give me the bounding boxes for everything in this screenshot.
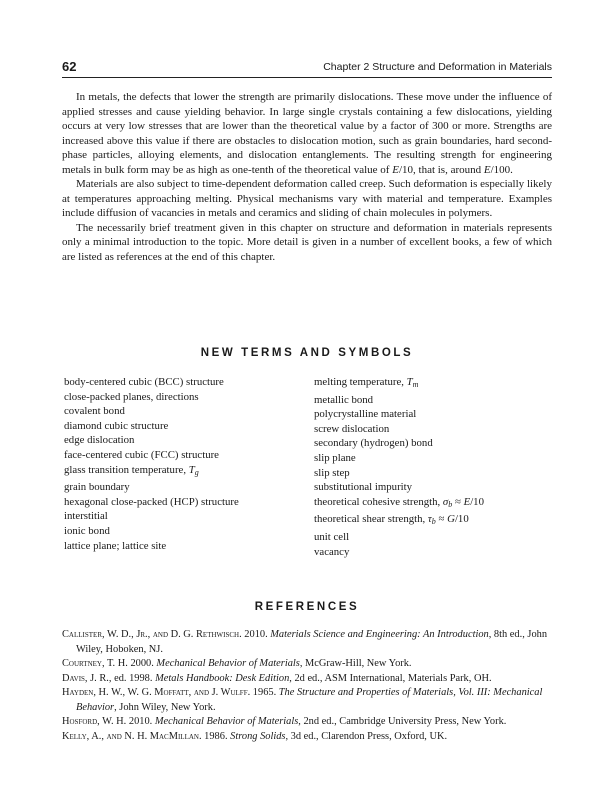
term-item: slip step bbox=[314, 466, 350, 479]
paragraph-1 bbox=[62, 90, 552, 177]
term-item: grain boundary bbox=[64, 481, 130, 494]
term-symbol: σ bbox=[442, 495, 449, 508]
reference-item bbox=[62, 657, 552, 672]
term-relation: ≈ bbox=[435, 513, 448, 526]
term-text: theoretical shear strength, bbox=[314, 513, 428, 526]
paragraph-2: Materials are also subject to time-dependent deformation called creep. Such deformation is especially likely at temperatures approaching melting. Physical mechanisms vary with material and temperature. Examples include diffusion of vacancies in metals and ceramics and sliding of chain molecules in polymers. bbox=[62, 178, 552, 219]
term-symbol: G bbox=[447, 513, 455, 526]
term-tail: /10 bbox=[454, 513, 469, 526]
reference-title: Materials Science and Engineering: An Introduction bbox=[270, 629, 489, 640]
term-item: face-centered cubic (FCC) structure bbox=[64, 448, 219, 461]
reference-authors: Hayden, H. W., W. G. Moffatt, and J. Wulff. bbox=[62, 687, 251, 698]
reference-authors: Callister, W. D., Jr., and D. G. Rethwisch. bbox=[62, 629, 242, 640]
reference-publisher: , 3d ed., Clarendon Press, Oxford, UK. bbox=[285, 730, 448, 742]
term-item: metallic bond bbox=[314, 393, 374, 406]
reference-title: Metals Handbook: Desk Edition bbox=[155, 672, 290, 684]
page-header bbox=[62, 60, 552, 74]
term-text: glass transition temperature, bbox=[64, 463, 189, 476]
term-subscript: g bbox=[194, 467, 199, 477]
term-item: body-centered cubic (BCC) structure bbox=[64, 376, 224, 388]
reference-publisher: , John Wiley, New York. bbox=[114, 701, 216, 713]
term-symbol: E bbox=[463, 495, 471, 508]
reference-authors: Hosford, W. H. bbox=[62, 716, 127, 727]
reference-title: The Structure and Properties of Materials, Vol. III: Mechanical Behavior bbox=[76, 687, 543, 713]
reference-year: 2000. bbox=[127, 658, 157, 669]
term-item: polycrystalline material bbox=[314, 408, 417, 421]
terms-column-left bbox=[64, 375, 304, 553]
reference-authors: Courtney, T. H. bbox=[62, 658, 128, 669]
term-item: diamond cubic structure bbox=[64, 419, 169, 432]
term-text: theoretical cohesive strength, bbox=[314, 495, 443, 508]
term-item: close-packed planes, directions bbox=[64, 390, 199, 403]
reference-item bbox=[62, 672, 552, 687]
reference-title: Mechanical Behavior of Materials bbox=[154, 716, 299, 727]
term-symbol: τ bbox=[427, 513, 432, 526]
reference-year: 1986. bbox=[201, 730, 231, 742]
reference-item bbox=[62, 686, 552, 715]
term-relation: ≈ bbox=[452, 495, 464, 508]
term-symbol: T bbox=[406, 376, 413, 388]
reference-authors: Kelly, A., and N. H. MacMillan. bbox=[62, 730, 202, 742]
term-subscript: b bbox=[431, 517, 436, 527]
term-item: vacancy bbox=[314, 545, 350, 558]
term-item: edge dislocation bbox=[64, 434, 135, 447]
term-item: unit cell bbox=[314, 530, 350, 543]
new-terms-heading: NEW TERMS AND SYMBOLS bbox=[200, 347, 414, 359]
term-item bbox=[64, 463, 304, 481]
body-text bbox=[62, 90, 552, 264]
reference-authors: Davis, J. R., bbox=[62, 672, 112, 684]
paragraph-1-text-2: /10, that is, around bbox=[398, 163, 484, 176]
running-head: Chapter 2 Structure and Deformation in Materials bbox=[323, 61, 552, 73]
reference-year: ed. 1998. bbox=[111, 672, 156, 684]
reference-title: Strong Solids bbox=[230, 730, 286, 742]
term-item: substitutional impurity bbox=[314, 481, 413, 494]
reference-publisher: , 8th ed., John Wiley, Hoboken, NJ. bbox=[76, 629, 548, 655]
term-item bbox=[314, 512, 554, 530]
reference-item bbox=[62, 628, 552, 657]
term-item: hexagonal close-packed (HCP) structure bbox=[64, 495, 239, 508]
references-heading: REFERENCES bbox=[254, 601, 360, 613]
term-item: covalent bond bbox=[64, 405, 125, 418]
term-item: screw dislocation bbox=[314, 422, 390, 435]
header-rule bbox=[62, 77, 552, 78]
paragraph-1-text: In metals, the defects that lower the strength are primarily dislocations. These move under the influence of applied stresses and cause yielding behavior. In large single crystals containing a few dislocations, yielding occurs at very low stresses that are lower than the theoretical value by a factor of 300 or more. Strengths are increased above this value if there are obstacles to dislocation motion, such as grain boundaries, hard second-phase particles, alloying elements, and dislocation entanglements. The resulting strength for engineering metals in bulk form may be as high as one-tenth of the theoretical value of bbox=[62, 91, 552, 176]
term-tail: /10 bbox=[470, 495, 484, 508]
term-subscript: m bbox=[412, 380, 419, 389]
reference-year: 1965. bbox=[250, 687, 279, 698]
variable-e: E bbox=[483, 163, 491, 176]
reference-list bbox=[62, 628, 552, 744]
term-item: interstitial bbox=[64, 510, 108, 523]
reference-publisher: , McGraw-Hill, New York. bbox=[299, 658, 412, 669]
terms-column-right bbox=[314, 375, 554, 559]
term-item: lattice plane; lattice site bbox=[64, 539, 167, 552]
term-subscript: b bbox=[448, 499, 453, 509]
reference-publisher: , 2nd ed., Cambridge University Press, New York. bbox=[298, 716, 507, 727]
reference-item bbox=[62, 715, 552, 730]
term-item: slip plane bbox=[314, 451, 356, 464]
reference-title: Mechanical Behavior of Materials bbox=[156, 658, 300, 669]
paragraph-1-text-3: /100. bbox=[490, 163, 513, 176]
term-text: melting temperature, bbox=[314, 376, 407, 388]
term-item: ionic bond bbox=[64, 524, 110, 537]
reference-item bbox=[62, 730, 552, 745]
reference-year: 2010. bbox=[241, 629, 271, 640]
term-item bbox=[314, 495, 554, 513]
term-symbol: T bbox=[188, 463, 195, 476]
term-item bbox=[314, 375, 554, 393]
variable-e: E bbox=[392, 163, 399, 176]
reference-publisher: , 2d ed., ASM International, Materials Park, OH. bbox=[289, 672, 492, 684]
reference-year: 2010. bbox=[126, 716, 155, 727]
paragraph-3: The necessarily brief treatment given in this chapter on structure and deformation in materials represents only a minimal introduction to the topic. More detail is given in a number of excellent books, a few of which are listed as references at the end of this chapter. bbox=[62, 221, 552, 263]
page-number: 62 bbox=[62, 59, 77, 74]
term-item: secondary (hydrogen) bond bbox=[314, 437, 433, 450]
